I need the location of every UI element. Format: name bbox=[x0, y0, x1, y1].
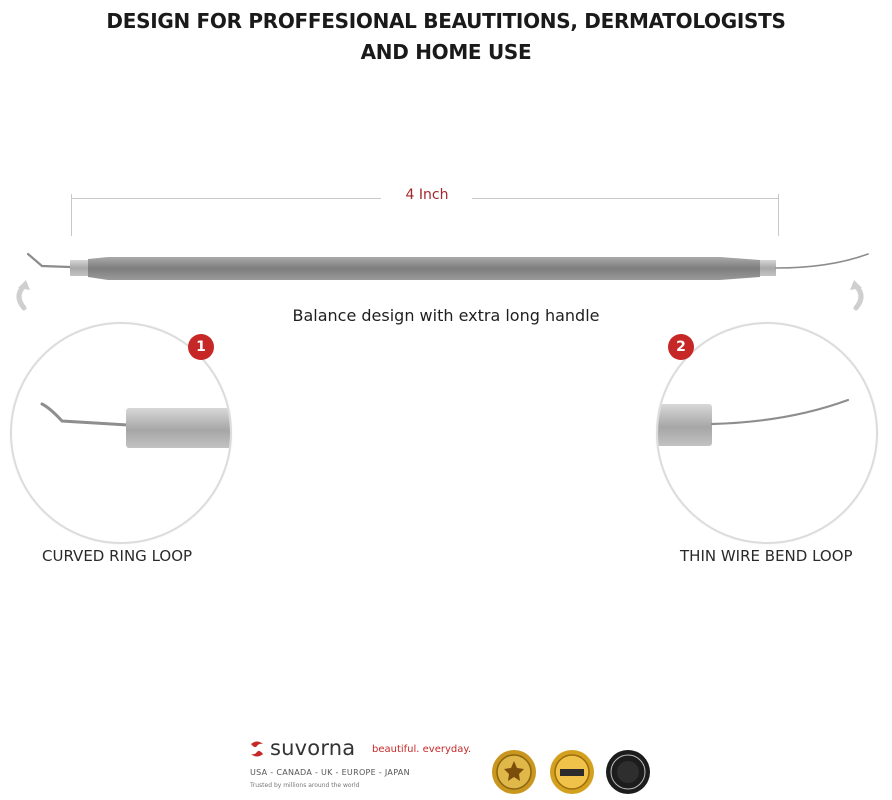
headline-line-1: DESIGN FOR PROFFESIONAL BEAUTITIONS, DERMATOLOGISTS bbox=[106, 9, 786, 33]
thin-wire-illustration bbox=[658, 324, 876, 542]
quality-seal-icon bbox=[490, 748, 538, 796]
dimension-label: 4 Inch bbox=[405, 187, 449, 203]
guarantee-seal-icon bbox=[604, 748, 652, 796]
brand-regions: USA - CANADA - UK - EUROPE - JAPAN bbox=[250, 768, 410, 777]
brand-trust-line: Trusted by millions around the world bbox=[250, 782, 360, 789]
dimension-line-left bbox=[71, 198, 381, 199]
headline-line-2: AND HOME USE bbox=[360, 40, 532, 64]
brand-tagline: beautiful. everyday. bbox=[372, 744, 472, 755]
detail-badge-2: 2 bbox=[668, 334, 694, 360]
tool-caption: Balance design with extra long handle bbox=[292, 306, 600, 325]
best-choice-seal-icon bbox=[548, 748, 596, 796]
dimension-line-right bbox=[472, 198, 778, 199]
brand-logo-icon bbox=[248, 740, 266, 758]
detail-caption-2: THIN WIRE BEND LOOP bbox=[680, 547, 853, 565]
brand-block bbox=[248, 736, 488, 800]
headline bbox=[0, 6, 892, 68]
detail-badge-1: 1 bbox=[188, 334, 214, 360]
detail-caption-1: CURVED RING LOOP bbox=[42, 547, 193, 565]
brand-name: suvorna bbox=[270, 736, 356, 760]
